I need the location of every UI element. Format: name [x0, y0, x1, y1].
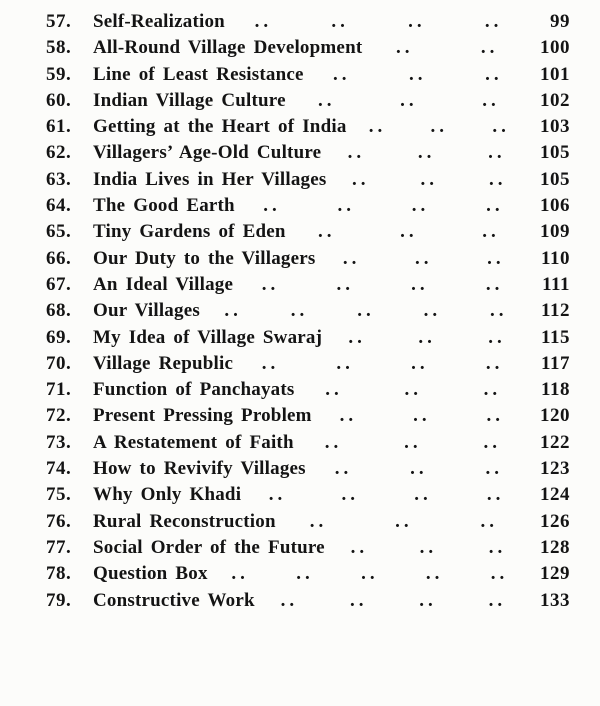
dot-leader-pair: ..	[485, 352, 504, 374]
dot-leader-pair: ..	[413, 405, 431, 427]
dot-leader-pair: ..	[482, 221, 500, 243]
entry-number: 65.	[46, 221, 72, 243]
dot-leader-pair: ..	[347, 142, 366, 164]
entry-page-number: 100	[540, 37, 570, 59]
entry-number: 68.	[46, 300, 72, 322]
entry-page-number: 106	[540, 195, 570, 217]
dot-leader	[315, 246, 532, 272]
dot-leader-pair: ..	[231, 563, 249, 585]
dot-leader	[304, 62, 532, 88]
dot-leader-pair: ..	[395, 510, 413, 532]
entry-number: 61.	[46, 116, 72, 138]
entry-page-number: 126	[540, 510, 570, 532]
toc-row	[46, 456, 570, 482]
entry-page-number: 117	[541, 352, 570, 374]
entry-page-number: 123	[540, 458, 570, 480]
dot-leader-pair: ..	[485, 273, 504, 295]
entry-title: Rural Reconstruction	[93, 510, 276, 532]
dot-leader-pair: ..	[419, 589, 437, 611]
dot-leader-pair: ..	[268, 484, 287, 506]
toc-row	[46, 140, 570, 166]
dot-leader-pair: ..	[409, 63, 427, 85]
entry-title: Villagers’ Age-Old Culture	[93, 142, 322, 164]
dot-leader	[286, 219, 532, 245]
dot-leader	[235, 193, 532, 219]
entry-page-number: 115	[541, 326, 570, 348]
dot-leader-pair: ..	[488, 168, 507, 190]
entry-title: My Idea of Village Swaraj	[93, 326, 323, 348]
entry-title: Self-Realization	[93, 11, 225, 32]
dot-leader-pair: ..	[488, 326, 506, 348]
dot-leader-pair: ..	[368, 116, 387, 138]
dot-leader-pair: ..	[408, 11, 426, 32]
entry-page-number: 110	[541, 247, 570, 269]
toc-row	[46, 298, 570, 324]
entry-title: Function of Panchayats	[93, 379, 295, 401]
toc-row	[46, 377, 570, 403]
entry-number: 59.	[46, 63, 72, 85]
entry-title: The Good Earth	[93, 195, 235, 217]
dot-leader-pair: ..	[411, 273, 429, 295]
toc-row	[46, 325, 570, 351]
entry-title: Constructive Work	[93, 589, 255, 611]
dot-leader-pair: ..	[411, 352, 429, 374]
dot-leader-pair: ..	[290, 300, 309, 322]
dot-leader-pair: ..	[490, 563, 509, 585]
entry-page-number: 129	[540, 563, 570, 585]
dot-leader-pair: ..	[336, 352, 354, 374]
table-of-contents	[46, 9, 570, 614]
toc-row	[46, 246, 570, 272]
dot-leader-pair: ..	[490, 300, 508, 322]
dot-leader-pair: ..	[254, 11, 273, 32]
entry-number: 66.	[46, 247, 72, 269]
toc-row	[46, 509, 570, 535]
dot-leader-pair: ..	[480, 510, 499, 532]
dot-leader-pair: ..	[351, 168, 370, 190]
entry-page-number: 103	[540, 116, 570, 138]
dot-leader-pair: ..	[339, 405, 358, 427]
dot-leader	[321, 140, 532, 166]
entry-number: 63.	[46, 168, 72, 190]
entry-page-number: 109	[540, 221, 570, 243]
dot-leader	[347, 114, 532, 140]
entry-number: 77.	[46, 536, 72, 558]
toc-row	[46, 167, 570, 193]
entry-title: An Ideal Village	[93, 273, 234, 295]
dot-leader-pair: ..	[357, 300, 375, 322]
entry-title: India Lives in Her Villages	[93, 168, 327, 190]
toc-row	[46, 88, 570, 114]
dot-leader-pair: ..	[325, 379, 343, 401]
toc-row	[46, 35, 570, 61]
toc-row	[46, 588, 570, 614]
dot-leader-pair: ..	[261, 352, 280, 374]
entry-title: Our Duty to the Villagers	[93, 247, 316, 269]
dot-leader-pair: ..	[317, 221, 336, 243]
entry-page-number: 101	[540, 63, 570, 85]
dot-leader	[312, 403, 532, 429]
dot-leader-pair: ..	[263, 195, 281, 217]
dot-leader-pair: ..	[485, 458, 504, 480]
dot-leader	[306, 456, 532, 482]
toc-row	[46, 535, 570, 561]
dot-leader-pair: ..	[341, 484, 359, 506]
dot-leader-pair: ..	[418, 326, 436, 348]
dot-leader-pair: ..	[400, 221, 418, 243]
dot-leader-pair: ..	[425, 563, 444, 585]
entry-number: 67.	[46, 273, 72, 295]
dot-leader-pair: ..	[492, 116, 510, 138]
dot-leader-pair: ..	[485, 63, 503, 85]
entry-title: Question Box	[93, 563, 208, 585]
dot-leader-pair: ..	[337, 195, 355, 217]
entry-title: Village Republic	[93, 352, 234, 374]
dot-leader-pair: ..	[486, 195, 504, 217]
dot-leader-pair: ..	[488, 589, 507, 611]
dot-leader-pair: ..	[324, 431, 343, 453]
dot-leader-pair: ..	[349, 589, 368, 611]
dot-leader-pair: ..	[480, 37, 499, 59]
entry-page-number: 133	[540, 589, 570, 611]
entry-number: 76.	[46, 510, 72, 532]
dot-leader-pair: ..	[350, 536, 369, 558]
entry-number: 78.	[46, 563, 72, 585]
entry-number: 75.	[46, 484, 72, 506]
entry-title: Indian Village Culture	[93, 89, 286, 111]
dot-leader-pair: ..	[486, 405, 505, 427]
dot-leader-pair: ..	[483, 431, 502, 453]
dot-leader-pair: ..	[404, 431, 422, 453]
entry-title: Present Pressing Problem	[93, 405, 312, 427]
dot-leader-pair: ..	[334, 458, 353, 480]
entry-number: 72.	[46, 405, 72, 427]
dot-leader	[325, 535, 532, 561]
entry-page-number: 120	[540, 405, 570, 427]
dot-leader	[200, 298, 532, 324]
toc-row	[46, 482, 570, 508]
dot-leader	[326, 167, 532, 193]
entry-title: Why Only Khadi	[93, 484, 242, 506]
dot-leader-pair: ..	[486, 484, 505, 506]
dot-leader-pair: ..	[261, 273, 280, 295]
dot-leader	[208, 561, 532, 587]
dot-leader	[241, 482, 532, 508]
entry-title: Getting at the Heart of India	[93, 116, 347, 138]
dot-leader-pair: ..	[482, 89, 500, 111]
dot-leader	[294, 430, 532, 456]
dot-leader-pair: ..	[414, 247, 433, 269]
dot-leader-pair: ..	[483, 379, 502, 401]
entry-title: A Restatement of Faith	[93, 431, 294, 453]
dot-leader-pair: ..	[420, 168, 438, 190]
entry-number: 74.	[46, 458, 72, 480]
dot-leader	[233, 351, 532, 377]
dot-leader-pair: ..	[417, 142, 436, 164]
dot-leader-pair: ..	[487, 247, 505, 269]
toc-row	[46, 219, 570, 245]
dot-leader-pair: ..	[318, 89, 336, 111]
dot-leader-pair: ..	[296, 563, 314, 585]
entry-page-number: 122	[540, 431, 570, 453]
dot-leader-pair: ..	[309, 510, 328, 532]
dot-leader	[322, 325, 532, 351]
entry-title: Tiny Gardens of Eden	[93, 221, 286, 243]
dot-leader-pair: ..	[419, 536, 438, 558]
entry-title: Line of Least Resistance	[93, 63, 304, 85]
dot-leader-pair: ..	[332, 63, 351, 85]
dot-leader-pair: ..	[488, 142, 506, 164]
toc-row	[46, 9, 570, 35]
entry-page-number: 111	[542, 273, 570, 295]
toc-row	[46, 351, 570, 377]
dot-leader	[362, 35, 532, 61]
entry-number: 69.	[46, 326, 72, 348]
entry-page-number: 118	[541, 379, 570, 401]
dot-leader-pair: ..	[396, 37, 414, 59]
dot-leader-pair: ..	[331, 11, 349, 32]
dot-leader-pair: ..	[280, 589, 299, 611]
dot-leader-pair: ..	[414, 484, 432, 506]
entry-page-number: 102	[540, 89, 570, 111]
entry-title: Social Order of the Future	[93, 536, 325, 558]
entry-number: 70.	[46, 352, 72, 374]
dot-leader	[276, 509, 532, 535]
toc-row	[46, 272, 570, 298]
dot-leader	[233, 272, 532, 298]
dot-leader-pair: ..	[342, 247, 361, 269]
entry-title: Our Villages	[93, 300, 200, 322]
entry-page-number: 112	[541, 300, 570, 322]
dot-leader-pair: ..	[336, 273, 354, 295]
dot-leader	[255, 588, 532, 614]
entry-number: 79.	[46, 589, 72, 611]
entry-number: 64.	[46, 195, 72, 217]
entry-title: All-Round Village Development	[93, 37, 363, 59]
dot-leader-pair: ..	[488, 536, 507, 558]
dot-leader-pair: ..	[410, 458, 428, 480]
toc-row	[46, 114, 570, 140]
dot-leader-pair: ..	[224, 300, 242, 322]
entry-number: 62.	[46, 142, 72, 164]
toc-row	[46, 193, 570, 219]
entry-title: How to Revivify Villages	[93, 458, 306, 480]
dot-leader-pair: ..	[400, 89, 418, 111]
toc-row	[46, 430, 570, 456]
dot-leader	[294, 377, 532, 403]
dot-leader	[286, 88, 532, 114]
toc-row	[46, 62, 570, 88]
entry-page-number: 105	[540, 168, 570, 190]
entry-page-number: 124	[540, 484, 570, 506]
entry-number: 71.	[46, 379, 72, 401]
toc-row	[46, 403, 570, 429]
toc-row	[46, 561, 570, 587]
dot-leader-pair: ..	[423, 300, 442, 322]
dot-leader-pair: ..	[484, 11, 503, 32]
entry-page-number: 99	[550, 11, 570, 32]
entry-number: 57.	[46, 11, 72, 32]
dot-leader-pair: ..	[404, 379, 422, 401]
entry-number: 60.	[46, 89, 72, 111]
entry-number: 73.	[46, 431, 72, 453]
entry-number: 58.	[46, 37, 72, 59]
entry-page-number: 128	[540, 536, 570, 558]
entry-page-number: 105	[540, 142, 570, 164]
dot-leader-pair: ..	[348, 326, 366, 348]
dot-leader-pair: ..	[411, 195, 430, 217]
dot-leader-pair: ..	[430, 116, 448, 138]
dot-leader-pair: ..	[361, 563, 379, 585]
dot-leader	[225, 9, 532, 35]
